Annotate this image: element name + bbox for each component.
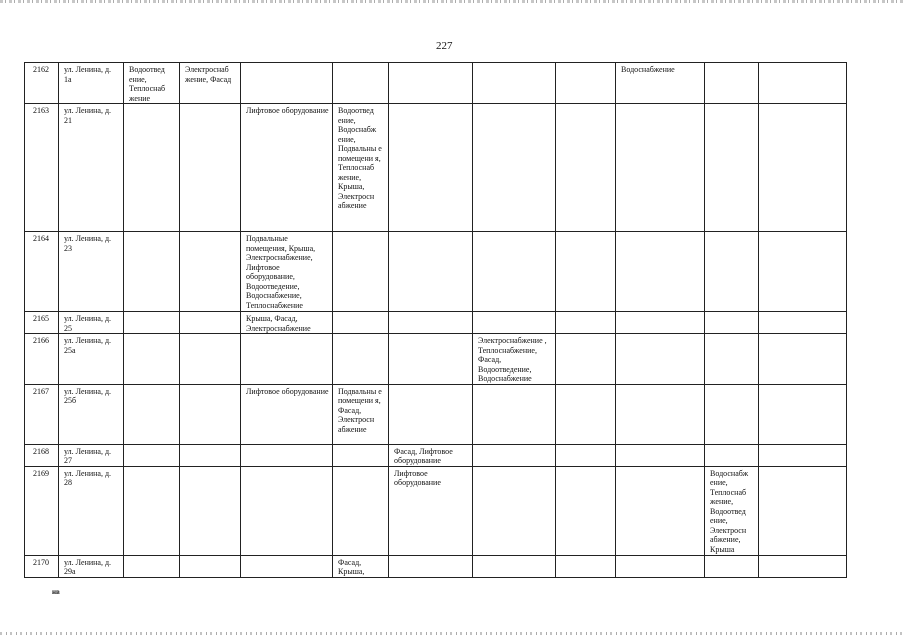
table-row [25,555,847,577]
work-cell [616,312,705,334]
address-cell: ул. Ленина, д. 25б [59,384,124,444]
address-cell: ул. Ленина, д. 23 [59,232,124,312]
work-cell [616,384,705,444]
work-cell: Водоснабжение [616,63,705,104]
table-row [25,63,847,104]
work-cell [473,555,556,577]
row-number: 2168 [25,444,59,466]
work-cell: Лифтовое оборудование [389,466,473,555]
work-cell [759,444,847,466]
address-cell: ул. Ленина, д. 27 [59,444,124,466]
work-cell [180,444,241,466]
work-cell [473,466,556,555]
work-cell [759,384,847,444]
work-cell [241,444,333,466]
work-cell [705,334,759,385]
work-cell [556,104,616,232]
row-number: 2164 [25,232,59,312]
work-cell [124,232,180,312]
work-cell [389,384,473,444]
work-cell [705,63,759,104]
work-cell [333,232,389,312]
work-cell [124,384,180,444]
work-cell [556,555,616,577]
row-number: 2162 [25,63,59,104]
work-cell [556,312,616,334]
work-cell [389,312,473,334]
work-cell [333,63,389,104]
work-cell [616,104,705,232]
work-cell [705,232,759,312]
work-cell [616,232,705,312]
row-number: 2167 [25,384,59,444]
work-cell [705,555,759,577]
work-cell: Подвальные помещения, Крыша, Электроснабжение, Лифтовое оборудование, Водоотведение, Водоснабжение, Теплоснабжение [241,232,333,312]
work-cell [473,63,556,104]
work-cell [759,555,847,577]
work-cell [333,466,389,555]
table-row [25,232,847,312]
work-cell [759,466,847,555]
work-cell [616,334,705,385]
work-cell [180,104,241,232]
address-cell: ул. Ленина, д. 25а [59,334,124,385]
address-cell: ул. Ленина, д. 25 [59,312,124,334]
work-cell [124,466,180,555]
work-cell [616,555,705,577]
work-cell [124,334,180,385]
work-cell: Водоотвед ение, Водоснабж ение, Подвальны е помещени я, Теплоснаб жение, Крыша, Электросн абжение [333,104,389,232]
address-cell: ул. Ленина, д. 21 [59,104,124,232]
work-cell [473,312,556,334]
scan-edge-top [0,0,905,3]
work-cell [389,104,473,232]
address-cell: ул. Ленина, д. 28 [59,466,124,555]
table-row [25,466,847,555]
work-cell [333,444,389,466]
table-row [25,334,847,385]
table-row [25,444,847,466]
work-cell [473,104,556,232]
work-cell [180,312,241,334]
row-number: 2163 [25,104,59,232]
row-number: 2165 [25,312,59,334]
work-cell [556,63,616,104]
work-cell [759,312,847,334]
work-cell [124,444,180,466]
work-cell: Подвальны е помещени я, Фасад, Электросн абжение [333,384,389,444]
work-cell [241,334,333,385]
work-cell [616,466,705,555]
work-cell [759,334,847,385]
footer-mark: нв [52,588,60,596]
work-cell: Лифтовое оборудование [241,104,333,232]
work-cell [180,466,241,555]
work-cell: Электроснабжение , Теплоснабжение, Фасад, Водоотведение, Водоснабжение [473,334,556,385]
work-cell [241,63,333,104]
work-cell [705,104,759,232]
work-cell [333,312,389,334]
work-cell [180,232,241,312]
work-cell: Электроснаб жение, Фасад [180,63,241,104]
work-cell [556,334,616,385]
work-cell [705,384,759,444]
work-cell: Фасад, Крыша, [333,555,389,577]
work-cell: Лифтовое оборудование [241,384,333,444]
work-cell [759,232,847,312]
work-cell [180,334,241,385]
row-number: 2166 [25,334,59,385]
row-number: 2170 [25,555,59,577]
work-cell [473,384,556,444]
work-cell [241,555,333,577]
work-cell: Водоотвед ение, Теплоснаб жение [124,63,180,104]
work-cell [759,63,847,104]
work-cell: Фасад, Лифтовое оборудование [389,444,473,466]
work-cell [759,104,847,232]
row-number: 2169 [25,466,59,555]
work-cell [473,444,556,466]
registry-table [24,62,847,578]
work-cell [389,334,473,385]
work-cell: Крыша, Фасад, Электроснабжение [241,312,333,334]
work-cell [556,444,616,466]
work-cell [473,232,556,312]
table-row [25,312,847,334]
page-number: 227 [436,40,453,52]
work-cell [241,466,333,555]
table-row [25,384,847,444]
work-cell [389,555,473,577]
work-cell [705,312,759,334]
work-cell [556,232,616,312]
table-row [25,104,847,232]
work-cell [180,555,241,577]
work-cell [556,384,616,444]
work-cell [333,334,389,385]
scan-edge-bottom [0,632,905,635]
work-cell [616,444,705,466]
work-cell [389,232,473,312]
address-cell: ул. Ленина, д. 1а [59,63,124,104]
work-cell [124,104,180,232]
work-cell: Водоснабж ение, Теплоснаб жение, Водоотвед ение, Электросн абжение, Крыша [705,466,759,555]
address-cell: ул. Ленина, д. 29а [59,555,124,577]
work-cell [705,444,759,466]
work-cell [389,63,473,104]
work-cell [180,384,241,444]
work-cell [124,312,180,334]
work-cell [556,466,616,555]
work-cell [124,555,180,577]
